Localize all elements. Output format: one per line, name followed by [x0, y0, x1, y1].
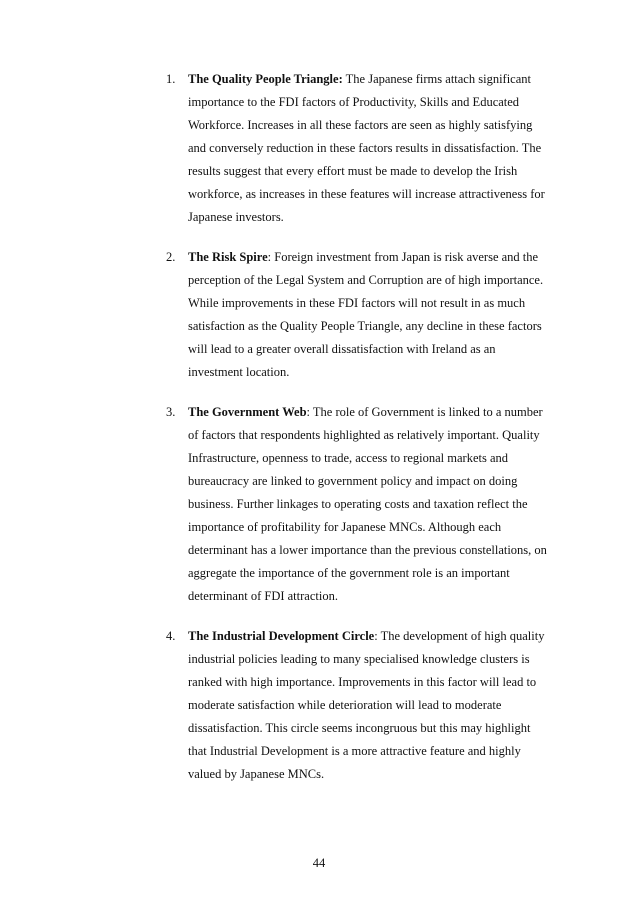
item-line: Workforce. Increases in all these factors are seen as highly satisfying [188, 118, 533, 132]
item-line: While improvements in these FDI factors will not result in as much [188, 296, 526, 310]
item-line: importance of profitability for Japanese MNCs. Although each [188, 520, 502, 534]
item-number: 3. [166, 405, 176, 419]
item-line: valued by Japanese MNCs. [188, 767, 325, 781]
item-number: 1. [166, 72, 176, 86]
item-term: The Quality People Triangle: [188, 72, 343, 86]
item-line: business. Further linkages to operating costs and taxation reflect the [188, 497, 528, 511]
item-term: The Government Web [188, 405, 307, 419]
item-line: aggregate the importance of the government role is an important [188, 566, 510, 580]
item-text: : Foreign investment from Japan is risk averse and the [267, 250, 539, 264]
item-number: 4. [166, 629, 176, 643]
item-line: workforce, as increases in these features will increase attractiveness for [188, 187, 545, 201]
item-line: perception of the Legal System and Corruption are of high importance. [188, 273, 544, 287]
item-line: determinant has a lower importance than the previous constellations, on [188, 543, 547, 557]
item-line [188, 401, 566, 424]
list-item [166, 625, 566, 786]
item-line: ranked with high importance. Improvements in this factor will lead to [188, 675, 537, 689]
item-line [188, 625, 566, 648]
item-text: : The development of high quality [374, 629, 545, 643]
item-line [188, 68, 566, 91]
item-line: dissatisfaction. This circle seems incongruous but this may highlight [188, 721, 531, 735]
item-text: The Japanese firms attach significant [342, 72, 531, 86]
item-line: will lead to a greater overall dissatisfaction with Ireland as an [188, 342, 496, 356]
item-term: The Industrial Development Circle [188, 629, 375, 643]
item-line: industrial policies leading to many specialised knowledge clusters is [188, 652, 530, 666]
numbered-list [166, 68, 566, 803]
item-line: that Industrial Development is a more attractive feature and highly [188, 744, 521, 758]
list-item [166, 246, 566, 384]
item-line: and conversely reduction in these factors results in dissatisfaction. The [188, 141, 542, 155]
item-line [188, 246, 566, 269]
item-term: The Risk Spire [188, 250, 268, 264]
item-line: determinant of FDI attraction. [188, 589, 338, 603]
item-line: Infrastructure, openness to trade, access to regional markets and [188, 451, 509, 465]
item-line: satisfaction as the Quality People Triangle, any decline in these factors [188, 319, 542, 333]
item-line: moderate satisfaction while deterioration will lead to moderate [188, 698, 502, 712]
item-line: bureaucracy are linked to government policy and impact on doing [188, 474, 518, 488]
item-line: importance to the FDI factors of Productivity, Skills and Educated [188, 95, 520, 109]
item-line: of factors that respondents highlighted as relatively important. Quality [188, 428, 540, 442]
item-line: results suggest that every effort must be made to develop the Irish [188, 164, 518, 178]
item-number: 2. [166, 250, 176, 264]
item-line: investment location. [188, 365, 290, 379]
item-text: : The role of Government is linked to a number [306, 405, 543, 419]
item-line: Japanese investors. [188, 210, 284, 224]
list-item [166, 68, 566, 229]
page-number: 44 [312, 856, 326, 870]
list-item [166, 401, 566, 608]
